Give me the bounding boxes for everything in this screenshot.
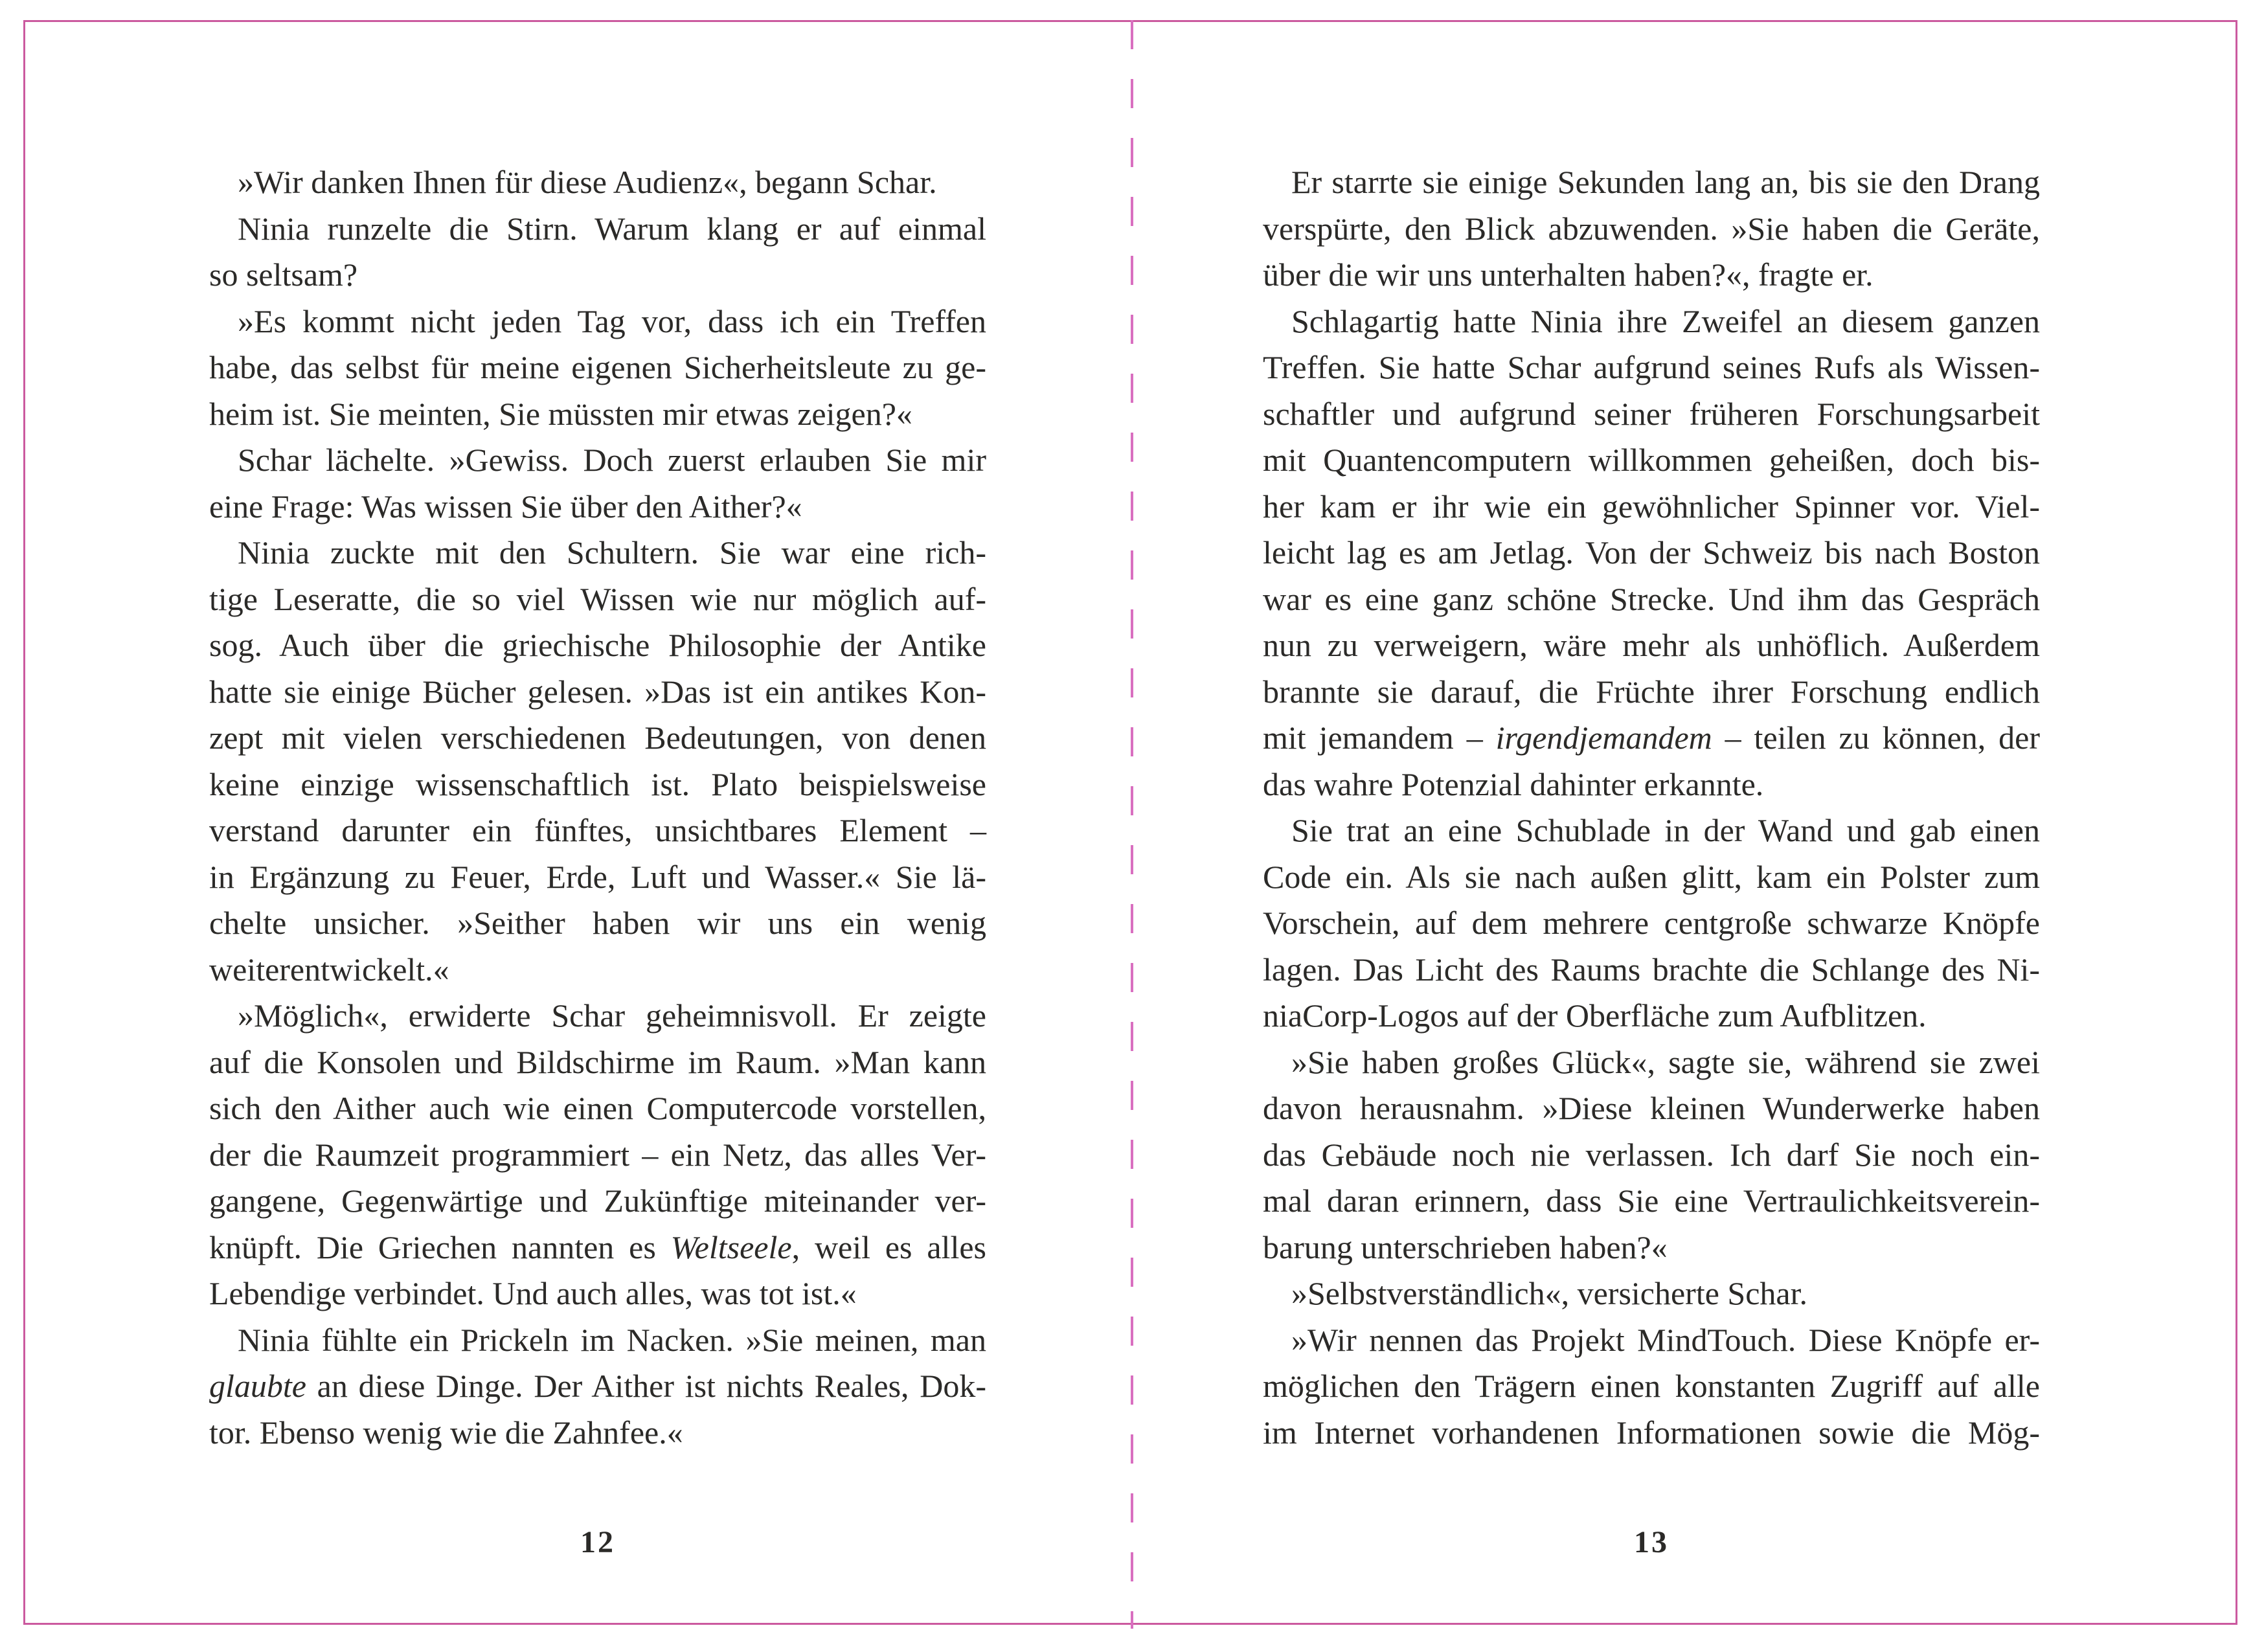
text-segment: heim ist. Sie meinten, Sie müssten mir etwas zeigen?« [209, 395, 912, 432]
text-line [1263, 206, 2040, 253]
text-line [209, 299, 986, 345]
text-line [209, 622, 986, 669]
text-line [209, 159, 986, 206]
text-segment: brannte sie darauf, die Früchte ihrer Forschung endlich [1263, 673, 2040, 710]
text-segment: »Es kommt nicht jeden Tag vor, dass ich ein Treffen [238, 302, 986, 339]
text-line [1263, 1410, 2040, 1456]
text-line [1263, 159, 2040, 206]
text-segment: im Internet vorhandenen Informationen sowie die Mög- [1263, 1414, 2040, 1451]
text-line [1263, 1085, 2040, 1132]
text-line [1263, 947, 2040, 993]
text-line [1263, 1363, 2040, 1410]
text-line [209, 1132, 986, 1179]
text-line [209, 762, 986, 808]
italic-text-segment: irgendjemandem [1495, 719, 1712, 756]
text-segment: das wahre Potenzial dahinter erkannte. [1263, 765, 1764, 802]
text-line [1263, 484, 2040, 530]
text-line [209, 1085, 986, 1132]
text-line [1263, 391, 2040, 438]
text-segment: verspürte, den Blick abzuwenden. »Sie haben die Geräte, [1263, 210, 2040, 247]
text-segment: »Sie haben großes Glück«, sagte sie, während sie zwei [1291, 1043, 2040, 1080]
text-line [1263, 762, 2040, 808]
text-line [1263, 1132, 2040, 1179]
text-segment: , weil es alles [791, 1228, 986, 1265]
text-segment: Ninia runzelte die Stirn. Warum klang er auf einmal [238, 210, 986, 247]
text-segment: eine Frage: Was wissen Sie über den Aither?« [209, 488, 802, 525]
text-line [209, 484, 986, 530]
text-segment: zept mit vielen verschiedenen Bedeutungen, von denen [209, 719, 986, 756]
text-segment: sog. Auch über die griechische Philosophie der Antike [209, 627, 986, 663]
text-line [1263, 1039, 2040, 1086]
text-line [1263, 622, 2040, 669]
italic-text-segment: glaubte [209, 1368, 306, 1404]
text-segment: verstand darunter ein fünftes, unsichtbares Element – [209, 812, 986, 848]
text-segment: so seltsam? [209, 256, 358, 293]
text-segment: Ninia zuckte mit den Schultern. Sie war eine rich- [238, 534, 986, 571]
text-segment: über die wir uns unterhalten haben?«, fragte er. [1263, 256, 1873, 293]
text-line [1263, 669, 2040, 716]
text-segment: gangene, Gegenwärtige und Zukünftige miteinander ver- [209, 1182, 986, 1219]
text-line [1263, 1317, 2040, 1364]
text-segment: mit Quantencomputern willkommen geheißen, doch bis- [1263, 442, 2040, 478]
text-line [1263, 530, 2040, 576]
text-line [209, 1317, 986, 1364]
text-segment: schaftler und aufgrund seiner früheren Forschungsarbeit [1263, 395, 2040, 432]
text-segment: leicht lag es am Jetlag. Von der Schweiz bis nach Boston [1263, 534, 2040, 571]
text-line [209, 206, 986, 253]
text-segment: das Gebäude noch nie verlassen. Ich darf Sie noch ein- [1263, 1136, 2040, 1173]
text-line [1263, 1271, 2040, 1317]
text-line [209, 1271, 986, 1317]
text-segment: war es eine ganz schöne Strecke. Und ihm das Gespräch [1263, 580, 2040, 617]
text-line [1263, 252, 2040, 299]
text-segment: Schlagartig hatte Ninia ihre Zweifel an diesem ganzen [1291, 302, 2040, 339]
text-segment: mit jemandem – [1263, 719, 1496, 756]
text-line [209, 715, 986, 762]
text-line [209, 1410, 986, 1456]
text-line [209, 345, 986, 391]
text-line [1263, 715, 2040, 762]
text-segment: chelte unsicher. »Seither haben wir uns ein wenig [209, 905, 986, 941]
italic-text-segment: Weltseele [670, 1228, 792, 1265]
text-segment: Treffen. Sie hatte Schar aufgrund seines Rufs als Wissen- [1263, 349, 2040, 385]
text-segment: her kam er ihr wie ein gewöhnlicher Spinner vor. Viel- [1263, 488, 2040, 525]
text-line [209, 252, 986, 299]
text-line [1263, 900, 2040, 947]
text-segment: barung unterschrieben haben?« [1263, 1228, 1668, 1265]
text-segment: weiterentwickelt.« [209, 951, 449, 988]
text-line [209, 900, 986, 947]
text-segment: an diese Dinge. Der Aither ist nichts Reales, Dok- [306, 1368, 986, 1404]
text-segment: keine einzige wissenschaftlich ist. Plato beispielsweise [209, 765, 986, 802]
text-line [1263, 854, 2040, 901]
text-segment: tige Leseratte, die so viel Wissen wie nur möglich auf- [209, 580, 986, 617]
text-segment: Er starrte sie einige Sekunden lang an, bis sie den Drang [1291, 164, 2040, 200]
text-line [209, 1039, 986, 1086]
text-segment: Vorschein, auf dem mehrere centgroße schwarze Knöpfe [1263, 905, 2040, 941]
text-segment: »Möglich«, erwiderte Schar geheimnisvoll. Er zeigte [238, 997, 986, 1034]
text-segment: »Selbstverständlich«, versicherte Schar. [1291, 1275, 1807, 1311]
right-page-number: 13 [1634, 1525, 1669, 1559]
text-segment: habe, das selbst für meine eigenen Sicherheitsleute zu ge- [209, 349, 986, 385]
text-line [209, 947, 986, 993]
text-segment: möglichen den Trägern einen konstanten Zugriff auf alle [1263, 1368, 2040, 1404]
text-line [209, 391, 986, 438]
text-segment: nun zu verweigern, wäre mehr als unhöflich. Außerdem [1263, 627, 2040, 663]
text-segment: davon herausnahm. »Diese kleinen Wunderwerke haben [1263, 1090, 2040, 1126]
spine-divider-dashed-line [1131, 20, 1133, 1629]
text-segment: Lebendige verbindet. Und auch alles, was tot ist.« [209, 1275, 857, 1311]
text-line [1263, 808, 2040, 854]
text-segment: niaCorp-Logos auf der Oberfläche zum Aufblitzen. [1263, 997, 1927, 1034]
text-line [1263, 299, 2040, 345]
text-segment: – teilen zu können, der [1712, 719, 2040, 756]
text-line [209, 993, 986, 1039]
text-line [209, 1225, 986, 1271]
text-segment: lagen. Das Licht des Raums brachte die Schlange des Ni- [1263, 951, 2040, 988]
text-segment: Ninia fühlte ein Prickeln im Nacken. »Sie meinen, man [238, 1321, 986, 1358]
text-segment: knüpft. Die Griechen nannten es [209, 1228, 671, 1265]
text-segment: Code ein. Als sie nach außen glitt, kam ein Polster zum [1263, 858, 2040, 895]
left-page-text [209, 159, 986, 1456]
text-line [209, 437, 986, 484]
text-segment: mal daran erinnern, dass Sie eine Vertraulichkeitsverein- [1263, 1182, 2040, 1219]
text-segment: in Ergänzung zu Feuer, Erde, Luft und Wasser.« Sie lä- [209, 858, 986, 895]
text-line [1263, 437, 2040, 484]
text-line [209, 1363, 986, 1410]
text-segment: tor. Ebenso wenig wie die Zahnfee.« [209, 1414, 683, 1451]
text-line [1263, 345, 2040, 391]
left-page-number: 12 [580, 1525, 615, 1559]
text-line [1263, 576, 2040, 623]
text-segment: der die Raumzeit programmiert – ein Netz, das alles Ver- [209, 1136, 986, 1173]
text-line [209, 530, 986, 576]
text-line [1263, 1178, 2040, 1225]
right-page-text [1263, 159, 2040, 1456]
text-segment: Schar lächelte. »Gewiss. Doch zuerst erlauben Sie mir [238, 442, 986, 478]
text-segment: sich den Aither auch wie einen Computercode vorstellen, [209, 1090, 986, 1126]
text-line [209, 854, 986, 901]
text-segment: »Wir danken Ihnen für diese Audienz«, begann Schar. [238, 164, 937, 200]
text-line [209, 669, 986, 716]
text-line [209, 1178, 986, 1225]
text-segment: »Wir nennen das Projekt MindTouch. Diese Knöpfe er- [1291, 1321, 2040, 1358]
text-line [209, 808, 986, 854]
text-segment: Sie trat an eine Schublade in der Wand und gab einen [1291, 812, 2040, 848]
text-segment: hatte sie einige Bücher gelesen. »Das ist ein antikes Kon- [209, 673, 986, 710]
text-line [1263, 993, 2040, 1039]
text-line [209, 576, 986, 623]
text-segment: auf die Konsolen und Bildschirme im Raum. »Man kann [209, 1043, 986, 1080]
text-line [1263, 1225, 2040, 1271]
